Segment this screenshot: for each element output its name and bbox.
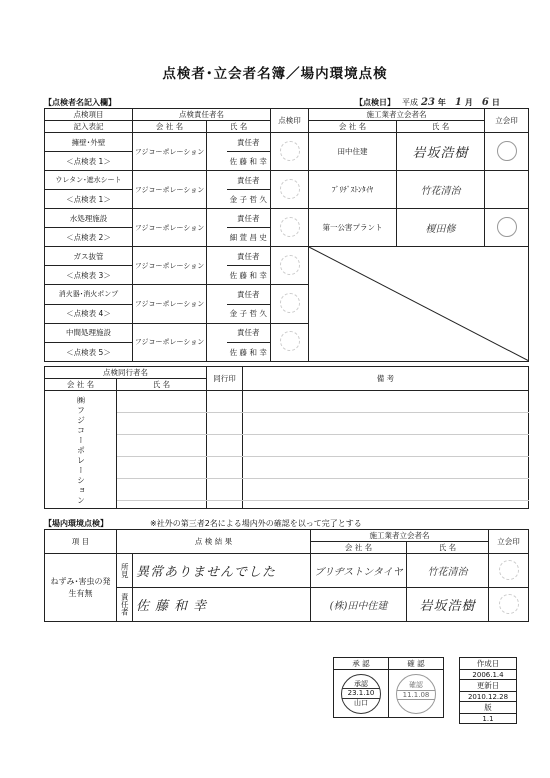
approve-header: 承 認 — [334, 658, 389, 670]
section1-label: 【点検者名記入欄】 — [44, 98, 116, 107]
accompany-stamp-cell — [207, 391, 243, 413]
approve-stamp-cell — [334, 670, 389, 718]
row-role: 責任者 — [227, 323, 271, 343]
row-c-company: 田中住建 — [309, 133, 397, 171]
confirm-header: 確 認 — [389, 658, 444, 670]
header-c-company: 会 社 名 — [309, 121, 397, 133]
version-label: 版 — [460, 702, 517, 714]
row-name: 金 子 哲 久 — [227, 304, 271, 323]
row-role: 責任者 — [227, 285, 271, 305]
row-stamp — [271, 323, 309, 362]
row-witness-stamp — [485, 133, 529, 171]
row-role: 責任者 — [227, 133, 271, 152]
env-result-header: 点 検 結 果 — [117, 530, 311, 554]
date-year: 23 — [421, 97, 435, 108]
row-c-name: 岩坂浩樹 — [397, 133, 485, 171]
row-c-name: 榎田修 — [397, 209, 485, 247]
section2-label: 【場内環境点検】 — [44, 519, 108, 528]
row-company: フジコーポレーション — [133, 171, 207, 209]
accompany-company-header: 会 社 名 — [45, 379, 117, 391]
row-name: 佐 藤 和 幸 — [227, 343, 271, 362]
accompany-company-cell — [45, 391, 117, 509]
updated-label: 更新日 — [460, 680, 517, 692]
row-role: 責任者 — [227, 247, 271, 266]
header-c-name: 氏 名 — [397, 121, 485, 133]
row-company: フジコーポレーション — [133, 133, 207, 171]
accompany-name-header: 氏 名 — [117, 379, 207, 391]
row-item: 水処理施設 — [45, 209, 133, 228]
row-item: 中間処理施設 — [45, 323, 133, 343]
row-item: 消火器･消火ポンプ — [45, 285, 133, 305]
row-role: 責任者 — [227, 209, 271, 228]
env-r1-stamp — [489, 554, 529, 588]
sekinin-text: 佐藤和幸 — [133, 588, 311, 622]
shoken-label: 所見 — [120, 563, 130, 578]
stamp1-name: 山口 — [354, 698, 368, 707]
day-unit: 日 — [491, 98, 500, 107]
shoken-label-cell — [117, 554, 133, 588]
inspector-table — [44, 108, 529, 362]
row-company: フジコーポレーション — [133, 247, 207, 285]
env-r1-company: ブリヂストンタイヤ — [311, 554, 407, 588]
stamp2-top: 確認 — [409, 680, 423, 689]
row-c-company: ﾌﾞﾘﾁﾞｽﾄﾝﾀｲﾔ — [309, 171, 397, 209]
header-responsible: 点検責任者名 — [133, 109, 271, 121]
shoken-text: 異常ありませんでした — [133, 554, 311, 588]
env-contractor-header: 施工業者立会者名 — [311, 530, 489, 542]
row-name: 佐 藤 和 幸 — [227, 266, 271, 285]
row-sub: ＜点検表 5＞ — [45, 343, 133, 362]
row-item: ガス抜管 — [45, 247, 133, 266]
env-item-header: 項 目 — [45, 530, 117, 554]
header-name: 氏 名 — [207, 121, 271, 133]
row-sub: ＜点検表 4＞ — [45, 304, 133, 323]
accompany-company: ㈱フジコーポレーション — [76, 395, 86, 506]
row-sub: ＜点検表 2＞ — [45, 228, 133, 247]
env-r2-company: (株)田中住建 — [311, 588, 407, 622]
row-item: 擁壁･外壁 — [45, 133, 133, 152]
updated-date: 2010.12.28 — [460, 692, 517, 702]
header-contractor: 施工業者立会者名 — [309, 109, 485, 121]
year-unit: 年 — [437, 98, 446, 107]
diagonal-line — [309, 247, 529, 361]
row-witness-stamp — [485, 209, 529, 247]
stamp2-date: 11.1.08 — [397, 690, 435, 700]
env-r1-name: 竹花清治 — [407, 554, 489, 588]
remarks-cell — [243, 391, 529, 413]
remarks-header: 備 考 — [243, 367, 529, 391]
row-stamp — [271, 209, 309, 247]
row-stamp — [271, 247, 309, 285]
env-r2-name: 岩坂浩樹 — [407, 588, 489, 622]
header-witness-stamp: 立会印 — [485, 109, 529, 133]
row-name: 金 子 哲 久 — [227, 190, 271, 209]
row-sub: ＜点検表 1＞ — [45, 152, 133, 171]
month-unit: 月 — [464, 98, 473, 107]
sekinin-label: 責任者 — [120, 593, 130, 616]
inspection-date — [355, 97, 500, 108]
confirm-stamp — [396, 674, 436, 714]
row-role: 責任者 — [227, 171, 271, 190]
accompany-table — [44, 366, 529, 509]
environment-table — [44, 529, 529, 622]
confirm-stamp-cell — [389, 670, 444, 718]
era: 平成 — [402, 98, 418, 107]
section2-note: ※社外の第三者2名による場内外の確認を以って完了とする — [150, 519, 362, 528]
page-title: 点検者･立会者名簿／場内環境点検 — [162, 66, 388, 82]
row-item: ウレタン･遮水シート — [45, 171, 133, 190]
created-label: 作成日 — [460, 658, 517, 670]
accompany-name-cell — [117, 391, 207, 413]
approve-stamp — [341, 674, 381, 714]
version-value: 1.1 — [460, 714, 517, 724]
header-item: 点検項目 — [45, 109, 133, 121]
date-label: 【点検日】 — [355, 98, 395, 107]
row-company: フジコーポレーション — [133, 285, 207, 324]
blank-crossed-area — [309, 247, 529, 362]
sekinin-label-cell — [117, 588, 133, 622]
env-row-item: ねずみ･害虫の発生有無 — [45, 554, 117, 622]
stamp1-top: 承認 — [354, 679, 368, 688]
revision-table — [459, 657, 517, 724]
row-stamp — [271, 133, 309, 171]
row-c-name: 竹花清治 — [397, 171, 485, 209]
row-name: 佐 藤 和 幸 — [227, 152, 271, 171]
header-stamp: 点検印 — [271, 109, 309, 133]
row-name: 細 萱 昌 史 — [227, 228, 271, 247]
approval-table — [333, 657, 444, 718]
env-c-company-header: 会 社 名 — [311, 542, 407, 554]
created-date: 2006.1.4 — [460, 670, 517, 680]
env-c-name-header: 氏 名 — [407, 542, 489, 554]
stamp1-date: 23.1.10 — [342, 688, 380, 698]
row-sub: ＜点検表 1＞ — [45, 190, 133, 209]
row-sub: ＜点検表 3＞ — [45, 266, 133, 285]
row-company: フジコーポレーション — [133, 323, 207, 362]
accompany-stamp-header: 同行印 — [207, 367, 243, 391]
header-item-sub: 記入表記 — [45, 121, 133, 133]
date-day: 6 — [481, 97, 489, 108]
row-company: フジコーポレーション — [133, 209, 207, 247]
row-c-company: 第一公害プラント — [309, 209, 397, 247]
accompany-label: 点検同行者名 — [45, 367, 207, 379]
header-company: 会 社 名 — [133, 121, 207, 133]
row-witness-stamp — [485, 171, 529, 209]
env-r2-stamp — [489, 588, 529, 622]
date-month: 1 — [454, 97, 462, 108]
env-witness-header: 立会印 — [489, 530, 529, 554]
row-stamp — [271, 285, 309, 324]
row-stamp — [271, 171, 309, 209]
